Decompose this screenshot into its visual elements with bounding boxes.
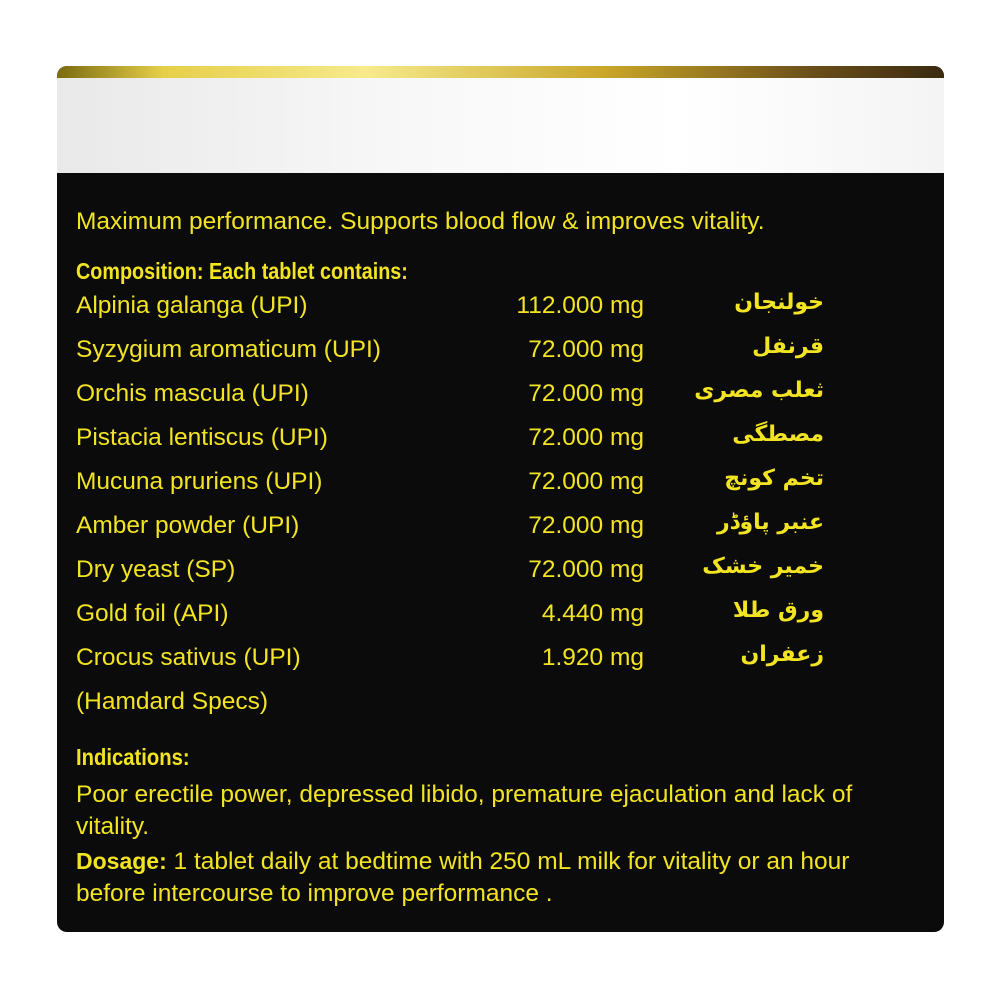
ingredient-row: [57, 466, 944, 510]
ingredient-amount: 72.000 mg: [528, 512, 644, 539]
ingredient-urdu-name: مصطگی: [732, 422, 824, 447]
ingredient-name: Gold foil (API): [76, 600, 229, 627]
ingredient-row: [57, 422, 944, 466]
ingredient-urdu-name: خولنجان: [734, 290, 824, 315]
indications-heading: Indications:: [76, 744, 190, 770]
ingredient-row: [57, 510, 944, 554]
ingredient-name: Orchis mascula (UPI): [76, 380, 309, 407]
ingredient-urdu-name: ورق طلا: [732, 598, 824, 623]
ingredient-amount: 4.440 mg: [541, 600, 644, 627]
ingredient-urdu-name: قرنفل: [752, 334, 824, 359]
ingredient-urdu-name: تخم کونچ: [724, 466, 824, 491]
ingredient-row: [57, 598, 944, 642]
package-panel: [57, 66, 944, 932]
ingredient-row: [57, 378, 944, 422]
ingredient-name: Dry yeast (SP): [76, 556, 236, 583]
ingredient-name: Mucuna pruriens (UPI): [76, 468, 323, 495]
ingredient-amount: 72.000 mg: [528, 556, 644, 583]
specs-note: (Hamdard Specs): [76, 688, 268, 715]
ingredient-amount: 72.000 mg: [528, 380, 644, 407]
ingredient-amount: 72.000 mg: [528, 468, 644, 495]
ingredient-urdu-name: زعفران: [740, 642, 824, 667]
ingredient-urdu-name: خمیر خشک: [702, 554, 824, 579]
ingredient-name: Syzygium aromaticum (UPI): [76, 336, 381, 363]
ingredient-row: [57, 642, 944, 686]
dosage-paragraph: [76, 845, 924, 910]
white-band: [57, 78, 944, 173]
dosage-text: 1 tablet daily at bedtime with 250 mL milk for vitality or an hour before intercourse to improve performance .: [76, 848, 850, 907]
ingredient-row: [57, 334, 944, 378]
indications-text: Poor erectile power, depressed libido, premature ejaculation and lack of vitality.: [76, 781, 853, 840]
ingredient-name: Pistacia lentiscus (UPI): [76, 424, 328, 451]
ingredient-row: [57, 290, 944, 334]
ingredient-amount: 1.920 mg: [541, 644, 644, 671]
ingredient-row: [57, 554, 944, 598]
ingredient-amount: 72.000 mg: [528, 424, 644, 451]
dosage-label: Dosage:: [76, 848, 167, 874]
ingredient-name: Amber powder (UPI): [76, 512, 300, 539]
ingredient-amount: 112.000 mg: [516, 292, 644, 319]
ingredient-urdu-name: عنبر پاؤڈر: [717, 510, 824, 535]
ingredient-name: Alpinia galanga (UPI): [76, 292, 308, 319]
ingredient-amount: 72.000 mg: [528, 336, 644, 363]
tagline: Maximum performance. Supports blood flow & improves vitality.: [76, 208, 765, 235]
composition-heading: Composition: Each tablet contains:: [76, 258, 408, 284]
ingredient-name: Crocus sativus (UPI): [76, 644, 301, 671]
ingredient-urdu-name: ثعلب مصری: [694, 378, 824, 403]
